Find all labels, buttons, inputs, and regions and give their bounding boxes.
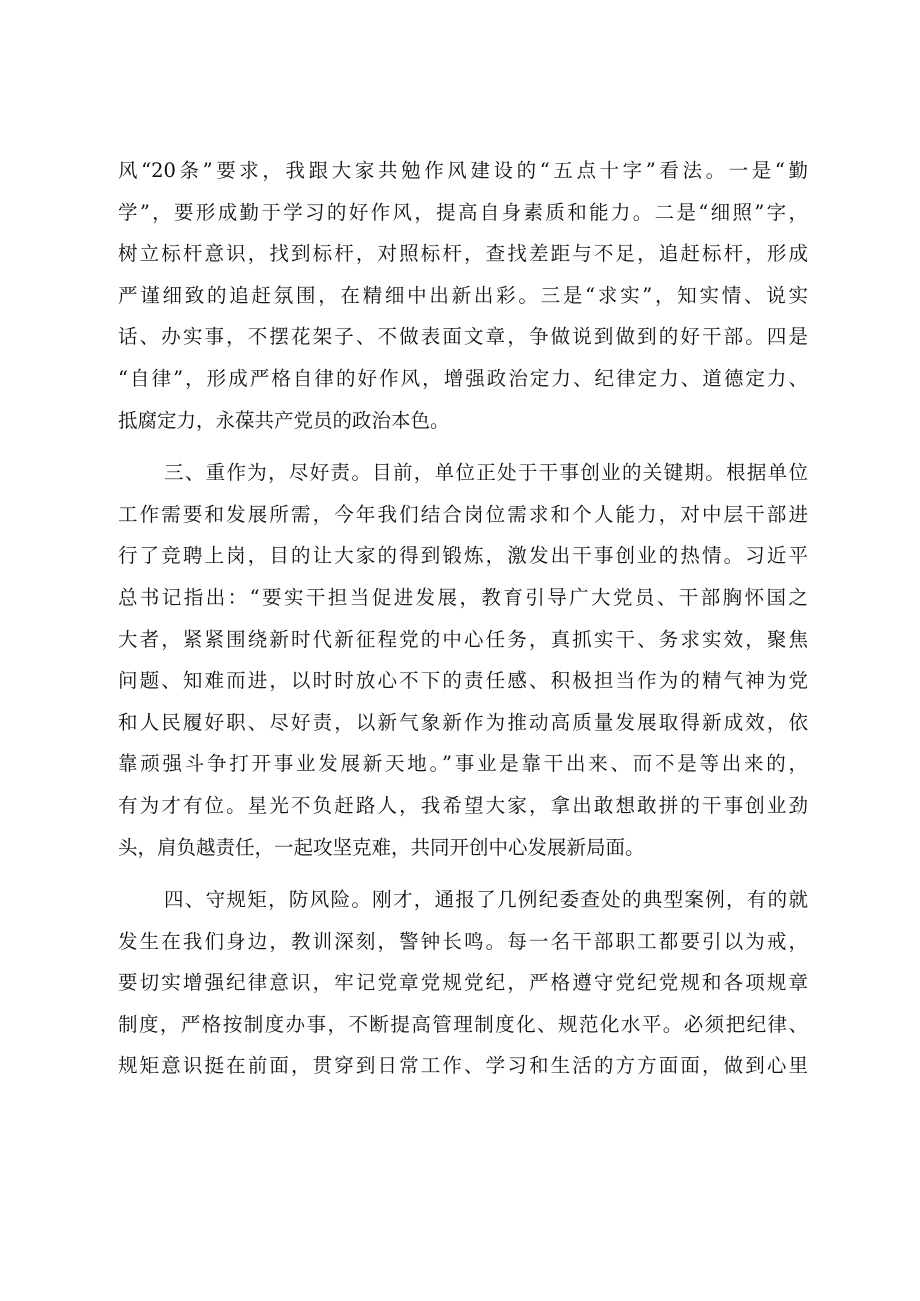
text-line: 靠顽强斗争打开事业发展新天地。”事业是靠干出来、而不是等出来的， bbox=[118, 752, 808, 776]
section-heading: 三、重作为，尽好责。 bbox=[164, 461, 373, 485]
paragraph-responsibility bbox=[118, 452, 808, 868]
document-body bbox=[118, 150, 808, 1087]
text-line: 问题、知难而进，以时时放心不下的责任感、积极担当作为的精气神为党 bbox=[118, 669, 808, 693]
text-line: 树立标杆意识，找到标杆，对照标杆，查找差距与不足，追赶标杆，形成 bbox=[118, 242, 808, 266]
text-line: 头，肩负越责任，一起攻坚克难，共同开创中心发展新局面。 bbox=[118, 835, 645, 859]
text-line: 有为才有位。星光不负赶路人，我希望大家，拿出敢想敢拼的干事创业劲 bbox=[118, 793, 808, 817]
text-line: 和人民履好职、尽好责，以新气象新作为推动高质量发展取得新成效，依 bbox=[118, 710, 808, 734]
text-line: 规矩意识挺在前面，贯穿到日常工作、学习和生活的方方面面，做到心里 bbox=[118, 1054, 808, 1078]
text-line: 抵腐定力，永葆共产党员的政治本色。 bbox=[118, 408, 450, 432]
text-line: 话、办实事，不摆花架子、不做表面文章，争做说到做到的好干部。四是 bbox=[118, 325, 808, 349]
text-segment: 刚才，通报了几例纪委查处的典型案例，有的就 bbox=[372, 888, 808, 912]
text-line: 严谨细致的追赶氛围，在精细中出新出彩。三是“求实”，知实情、说实 bbox=[118, 283, 808, 307]
text-line: 大者，紧紧围绕新时代新征程党的中心任务，真抓实干、务求实效，聚焦 bbox=[118, 627, 808, 651]
text-line: 学”，要形成勤于学习的好作风，提高自身素质和能力。二是“细照”字， bbox=[118, 200, 808, 224]
text-line bbox=[118, 452, 808, 494]
text-line: 要切实增强纪律意识，牢记党章党规党纪，严格遵守党纪党规和各项规章 bbox=[118, 971, 808, 995]
text-line: 制度，严格按制度办事，不断提高管理制度化、规范化水平。必须把纪律、 bbox=[118, 1012, 808, 1036]
section-heading: 四、守规矩，防风险。 bbox=[164, 888, 373, 912]
text-line: 工作需要和发展所需，今年我们结合岗位需求和个人能力，对中层干部进 bbox=[118, 502, 808, 526]
paragraph-work-style bbox=[118, 150, 808, 441]
text-line: 风“20条”要求，我跟大家共勉作风建设的“五点十字”看法。一是“勤 bbox=[118, 159, 808, 182]
text-line: 总书记指出：“要实干担当促进发展，教育引导广大党员、干部胸怀国之 bbox=[118, 585, 808, 609]
text-line bbox=[118, 879, 808, 921]
paragraph-discipline bbox=[118, 879, 808, 1087]
text-segment: 目前，单位正处于干事创业的关键期。根据单位 bbox=[372, 461, 808, 485]
text-line: “自律”，形成严格自律的好作风，增强政治定力、纪律定力、道德定力、 bbox=[118, 366, 808, 390]
text-line: 发生在我们身边，教训深刻，警钟长鸣。每一名干部职工都要引以为戒， bbox=[118, 929, 808, 953]
text-line: 行了竞聘上岗，目的让大家的得到锻炼，激发出干事创业的热情。习近平 bbox=[118, 544, 808, 568]
